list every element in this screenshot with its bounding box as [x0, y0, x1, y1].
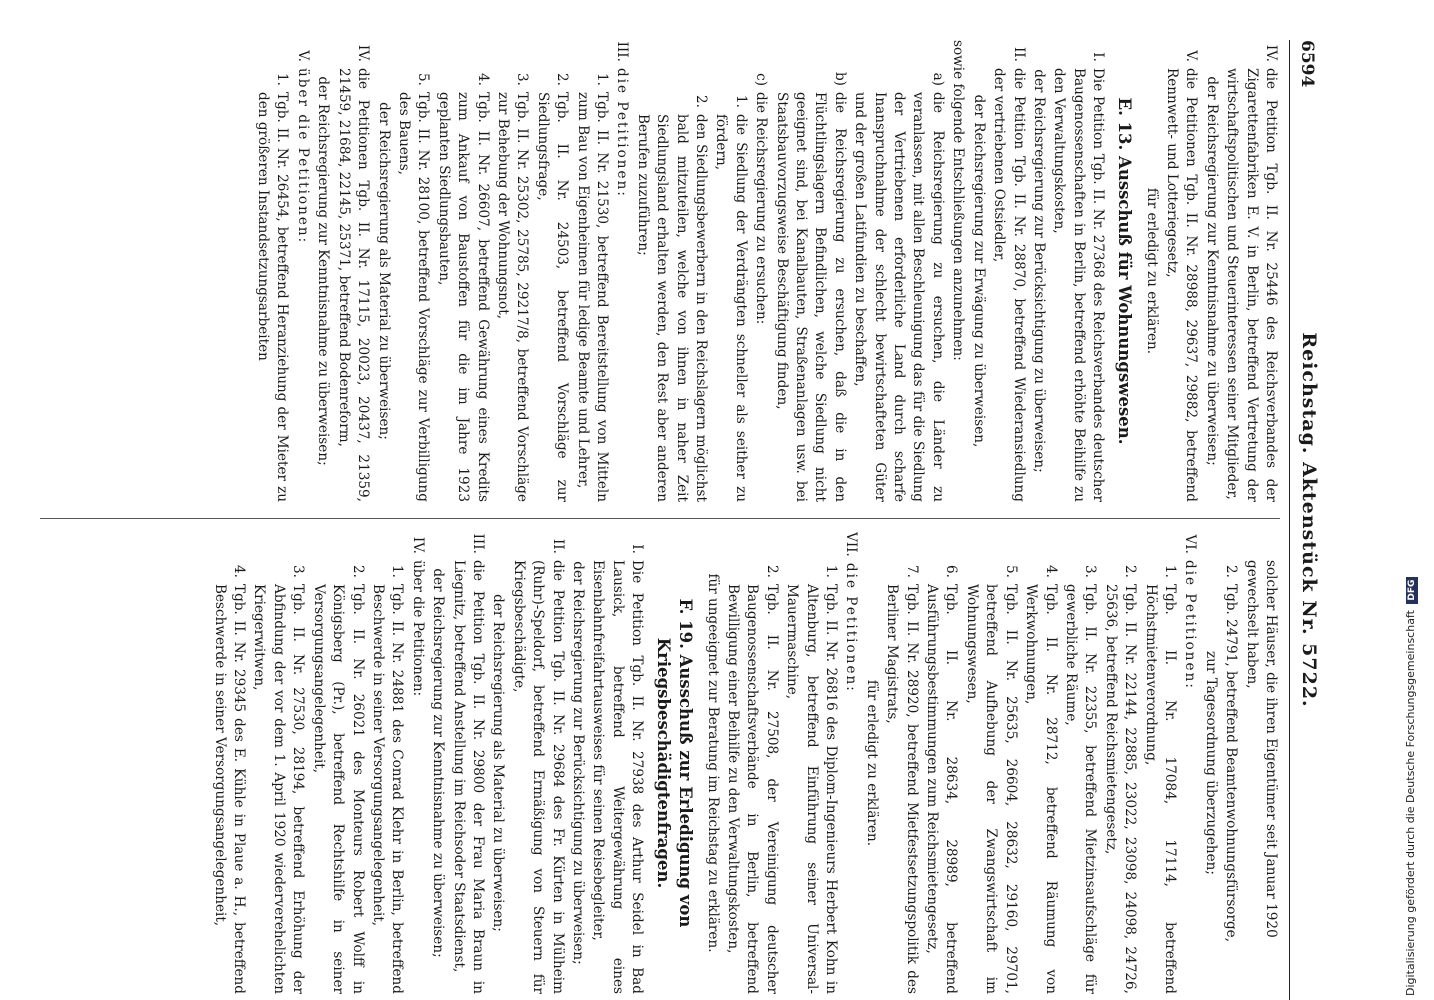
resolution-line: der Reichsregierung zur Kenntnisnahme zu überweisen;: [430, 568, 447, 958]
dfg-logo: DFG: [1406, 577, 1418, 604]
list-item: 2. Tgb. II. Nr. 26021 des Monteurs Robert Wolff in Königsberg (Pr.), betreffend Rechtshilfe in seiner Versorgungsangelegenheit,: [310, 565, 366, 994]
list-item: I. Die Petition Tgb. II. Nr. 27368 des Reichsverbandes deutscher Baugenossenschaften in Berlin, betreffend erhöhte Beihilfe zu den Verwaltungskosten,: [1051, 52, 1107, 502]
resolution-line: der Reichsregierung als Material zu überweisen;: [375, 102, 392, 440]
list-item: VII. die Petitionen:: [843, 532, 860, 693]
list-item: II. die Petition Tgb. II. Nr. 28870, betreffend Wiederansiedlung der vertriebenen Ostsiedler,: [991, 46, 1027, 502]
list-item: IV. über die Petitionen:: [409, 536, 426, 697]
list-item: II. die Petition Tgb. II. Nr. 29684 des Fr. Kürten in Mülheim (Ruhr)-Speldorf, betreffend Ermäßigung von Steuern für Kriegsbeschädigte,: [510, 538, 566, 994]
list-item: V. die Petitionen Tgb. II. Nr. 28988, 29637, 29882, betreffend Rennwett- und Lotteriegesetz,: [1163, 50, 1200, 502]
resolution-line: der Reichsregierung zur Berücksichtigung zu überweisen;: [1030, 69, 1047, 473]
list-item: IV. die Petitionen Tgb. II. Nr. 17115, 20023, 20437, 21359, 21459, 21684, 22145, 25371, betreffend Bodenreform,: [335, 44, 372, 502]
paragraph: sowie folgende Entschließungen anzunehmen:: [950, 40, 967, 361]
list-item: 2. Tgb. II. Nr. 24503, betreffend Vorschläge zur Siedlungsfrage,: [534, 73, 571, 502]
resolution-line: der Reichsregierung zur Erwägung zu überweisen,: [970, 94, 987, 448]
resolution-line: zur Tagesordnung überzugehen;: [1202, 650, 1219, 876]
resolution-line: der Reichsregierung zur Kenntnisnahme zu überweisen;: [1203, 76, 1220, 466]
digitization-note: [1404, 577, 1418, 996]
resolution-line: der Reichsregierung zur Berücksichtigung zu überweisen;: [570, 561, 586, 965]
list-item: 4. Tgb. II. Nr. 28712, betreffend Räumung von Werkwohnungen,: [1023, 565, 1059, 994]
list-item: 3. Tgb. II. Nr. 22355, betreffend Mietzinsaufschläge für gewerbliche Räume,: [1062, 565, 1099, 994]
running-title: Reichstag. Aktenstück Nr. 5722.: [1298, 332, 1320, 708]
list-item: 6. Tgb. II. Nr. 28634, 28989, betreffend Ausführungsbestimmungen zum Reichsmietengesetz,: [924, 565, 960, 994]
list-item: III. die Petition Tgb. II. Nr. 29800 der Frau Maria Braun in Liegnitz, betreffend Anstellung im Reichsoder Staatsdienst,: [450, 533, 486, 994]
list-item: III. die Petitionen:: [614, 41, 631, 198]
list-item: 2. Tgb. II. Nr. 22144, 22885, 23022, 23098, 24098, 24726, 25636, betreffend Reichsmietengesetz,: [1102, 565, 1139, 994]
resolution-line: der Reichsregierung als Material zu überweisen;: [490, 594, 507, 932]
list-item: 4. Tgb. II. Nr. 29345 des E. Kühle in Plaue a. H., betreffend Beschwerde in seiner Versorgungsangelegenheit,: [211, 565, 248, 994]
right-column: [10, 532, 1280, 994]
list-item: c) die Reichsregierung zu ersuchen:: [753, 73, 770, 325]
list-item: 1. Tgb. II. Nr. 17084, 17114, betreffend Höchstmietenverordnung,: [1142, 565, 1178, 994]
resolution-line: für erledigt zu erklären.: [863, 679, 880, 847]
list-item: V. über die Petitionen:: [294, 50, 311, 245]
list-item: 2. den Siedlungsbewerbern in den Reichslagern möglichst bald mitzuteilen, welche von ihnen in naher Zeit Siedlungsland erhalten werden, den Rest aber anderen Berufen zuzuführen;: [634, 95, 710, 502]
column-divider: [40, 518, 1280, 519]
list-item: a) die Reichsregierung zu ersuchen, die Länder zu veranlassen, mit allen Beschleunigung das für die Siedlung der Vertriebenen erforderliche Land durch scharfe Inanspruchnahme der schlecht bewirtschafteten Güter und der großen Latifundien zu beschaffen,: [852, 72, 946, 502]
list-item: VI. die Petitionen:: [1182, 534, 1199, 690]
list-item: 1. Tgb. II. Nr. 24881 des Conrad Klehr in Berlin, betreffend Beschwerde in seiner Versorgungsangelegenheit,: [369, 565, 406, 994]
list-item: 5. Tgb. II. Nr. 28100, betreffend Vorschläge zur Verbilligung des Bauens,: [395, 73, 432, 502]
page-number: 6594: [1297, 40, 1317, 88]
resolution-line: der Reichsregierung zur Kenntnisnahme zu überweisen;: [315, 76, 332, 466]
list-item: 1. Tgb. II. Nr. 26816 des Diplom-Ingenieurs Herbert Kohn in Altenburg, betreffend Einführung seiner Universal-Mauermaschine,: [784, 565, 840, 994]
paragraph: solcher Häuser, die ihren Eigentümer seit Januar 1920 gewechselt haben,: [1243, 560, 1279, 938]
list-item: 3. Tgb. II. Nr. 27530, 28194, betreffend Erhöhung der Abfindung der vor dem 1. April 1920 wiederverehelichten Kriegerwitwen,: [251, 565, 307, 994]
resolution-line: für ungeeignet zur Beratung im Reichstag zu erklären.: [704, 573, 721, 953]
list-item: 1. Tgb. II. Nr. 21530, betreffend Bereitstellung von Mitteln zum Bau von Eigenheimen für ledige Beamte und Lehrer,: [574, 73, 610, 502]
list-item: 7. Tgb. II. Nr. 28920, betreffend Mietfestsetzungspolitik des Berliner Magistrats,: [884, 565, 920, 994]
list-item: I. Die Petition Tgb. II. Nr. 27938 des Arthur Seidel in Bad Lausick, betreffend Weitergewährung eines Eisenbahnfreifahrtausweises für seinen Reisebegleiter,: [590, 544, 646, 994]
resolution-line: für erledigt zu erklären.: [1143, 187, 1160, 355]
list-item: 2. Tgb. 24791, betreffend Beamtenwohnungsfürsorge,: [1223, 565, 1240, 943]
rotated-document-page: [0, 40, 1320, 1000]
page-header: [1289, 40, 1320, 1000]
list-item: IV. die Petition Tgb. II. Nr. 25446 des Reichsverbandes der Zigarettenfabriken E. V. in Berlin, betreffend Vertretung der wirtschaftspolitischen und Steuerinteressen seiner Mitglieder,: [1224, 44, 1279, 502]
list-item: b) die Reichsregierung zu ersuchen, daß die in den Flüchtlingslagern Befindlichen, welche Siedlung nicht geeignet sind, bei Kanalbauten, Straßenanlagen usw. bei Staatsbauvorzugsweise Beschäftigung finden,: [773, 71, 848, 502]
section-heading: E. 13. Ausschuß für Wohnungswesen.: [1115, 97, 1135, 445]
list-item: 2. Tgb. II. Nr. 27508, der Vereinigung deutscher Baugenossenschaftsverbände in Berlin, betreffend Bewilligung einer Beihilfe zu den Verwaltungskosten,: [725, 565, 780, 994]
list-item: 1. Tgb. II. Nr. 26454, betreffend Heranziehung der Mieter zu den größeren Instandsetzungsarbeiten: [255, 73, 291, 502]
list-item: 5. Tgb. II. Nr. 25635, 26604, 28632, 29160, 29701, betreffend Aufhebung der Zwangswirtschaft im Wohnungswesen,: [963, 565, 1019, 994]
digitization-text: Digitalisierung gefördert durch die Deutsche Forschungsgemeinschaft: [1404, 610, 1417, 996]
list-item: 4. Tgb. II. Nr. 26607, betreffend Gewährung eines Kredits zum Ankauf von Baustoffen für die im Jahre 1923 geplanten Siedlungsbauten,: [435, 73, 491, 502]
list-item: 3. Tgb. II. Nr. 25302, 25785, 29217/8, betreffend Vorschläge zur Behebung der Wohnungsnot,: [494, 73, 531, 502]
left-column: [10, 40, 1280, 502]
list-item: 1. die Siedlung der Verdrängten schneller als seither zu fördern,: [713, 95, 749, 502]
section-heading: F. 19. Ausschuß zur Erledigung von Kriegsbeschädigtenfragen.: [654, 598, 696, 928]
